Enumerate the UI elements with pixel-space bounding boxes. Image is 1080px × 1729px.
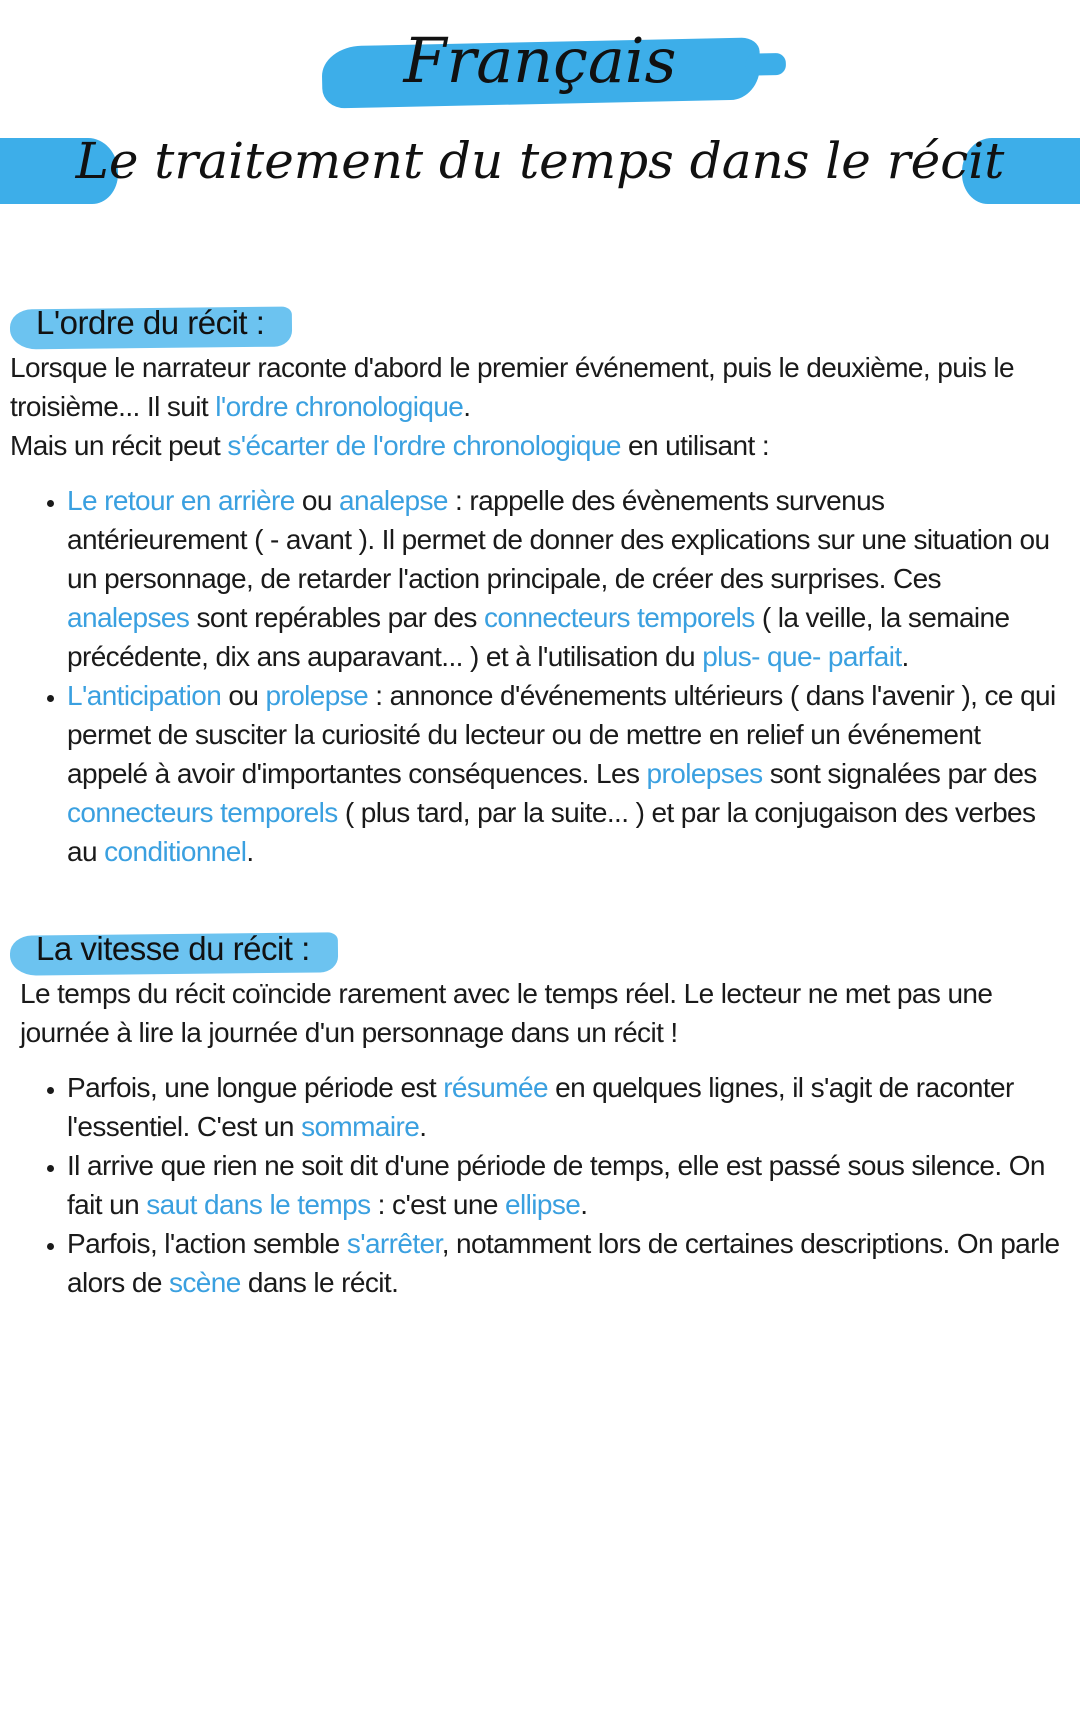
text: Mais un récit peut — [10, 430, 228, 461]
section-heading: La vitesse du récit : — [36, 930, 310, 967]
text: : rappelle des évènements survenus antérieurement ( - avant ). Il permet de donner des explications sur une situation ou un personnage, de retarder l'action principale, de créer des surprises. Ces — [67, 485, 1050, 594]
text: Parfois, l'action semble — [67, 1228, 347, 1259]
bullet-list — [10, 481, 1065, 871]
highlight-term: connecteurs temporels — [67, 797, 338, 828]
highlight-term: connecteurs temporels — [484, 602, 755, 633]
text: ( la veille, la semaine précédente, dix ans auparavant... ) et à l'utilisation du — [67, 602, 1010, 672]
page-subtitle: Le traitement du temps dans le récit — [75, 132, 1005, 190]
list-item — [67, 1146, 1065, 1224]
section-heading-wrapper — [16, 928, 324, 970]
highlight-term: analepse — [339, 485, 448, 516]
text: . — [901, 641, 909, 672]
text: : c'est une — [370, 1189, 506, 1220]
text: ou — [221, 680, 266, 711]
section-vitesse-du-recit — [10, 928, 1065, 1302]
highlight-term: saut dans le temps — [146, 1189, 371, 1220]
list-item — [67, 1068, 1065, 1146]
highlight-term: s'écarter de l'ordre chronologique — [227, 430, 621, 461]
section-ordre-du-recit — [10, 302, 1065, 871]
text: . — [246, 836, 254, 867]
text: sont signalées par des — [762, 758, 1037, 789]
section-heading-wrapper — [16, 302, 278, 344]
highlight-term: s'arrêter — [346, 1228, 442, 1259]
text: en quelques lignes, il s'agit de raconter l'essentiel. C'est un — [67, 1072, 1014, 1142]
text: . — [419, 1111, 427, 1142]
paragraph — [10, 348, 1065, 426]
page-title: Français — [403, 24, 677, 97]
highlight-term: L'anticipation — [67, 680, 222, 711]
list-item — [67, 1224, 1065, 1302]
text: . — [580, 1189, 588, 1220]
text: Lorsque le narrateur raconte d'abord le premier événement, puis le deuxième, puis le troisième... Il suit — [10, 352, 1014, 422]
text: dans le récit. — [240, 1267, 399, 1298]
list-item — [67, 676, 1065, 871]
text: en utilisant : — [620, 430, 769, 461]
section-heading: L'ordre du récit : — [36, 304, 265, 341]
bullet-list — [10, 1068, 1065, 1302]
highlight-term: Le retour en arrière — [67, 485, 295, 516]
text: , notamment lors de certaines descriptions. On parle alors de — [67, 1228, 1060, 1298]
list-item — [67, 481, 1065, 676]
highlight-term: scène — [169, 1267, 241, 1298]
text: . — [463, 391, 471, 422]
highlight-term: conditionnel — [104, 836, 247, 867]
highlight-term: analepses — [67, 602, 190, 633]
text: ou — [294, 485, 339, 516]
highlight-term: prolepse — [265, 680, 369, 711]
highlight-term: plus- que- parfait — [702, 641, 902, 672]
text: Parfois, une longue période est — [67, 1072, 444, 1103]
highlight-term: résumée — [443, 1072, 548, 1103]
highlight-term: l'ordre chronologique — [215, 391, 464, 422]
text: ( plus tard, par la suite... ) et par la conjugaison des verbes au — [67, 797, 1036, 867]
text: Il arrive que rien ne soit dit d'une période de temps, elle est passé sous silence. On fait un — [67, 1150, 1045, 1220]
text: : annonce d'événements ultérieurs ( dans l'avenir ), ce qui permet de susciter la curiosité du lecteur ou de mettre en relief un événement appelé à avoir d'importantes conséquences. Les — [67, 680, 1056, 789]
paragraph — [10, 426, 1065, 465]
highlight-term: prolepses — [646, 758, 763, 789]
paragraph: Le temps du récit coïncide rarement avec le temps réel. Le lecteur ne met pas une journée à lire la journée d'un personnage dans un récit ! — [20, 978, 993, 1048]
text: sont repérables par des — [189, 602, 485, 633]
highlight-term: sommaire — [301, 1111, 420, 1142]
highlight-term: ellipse — [505, 1189, 581, 1220]
